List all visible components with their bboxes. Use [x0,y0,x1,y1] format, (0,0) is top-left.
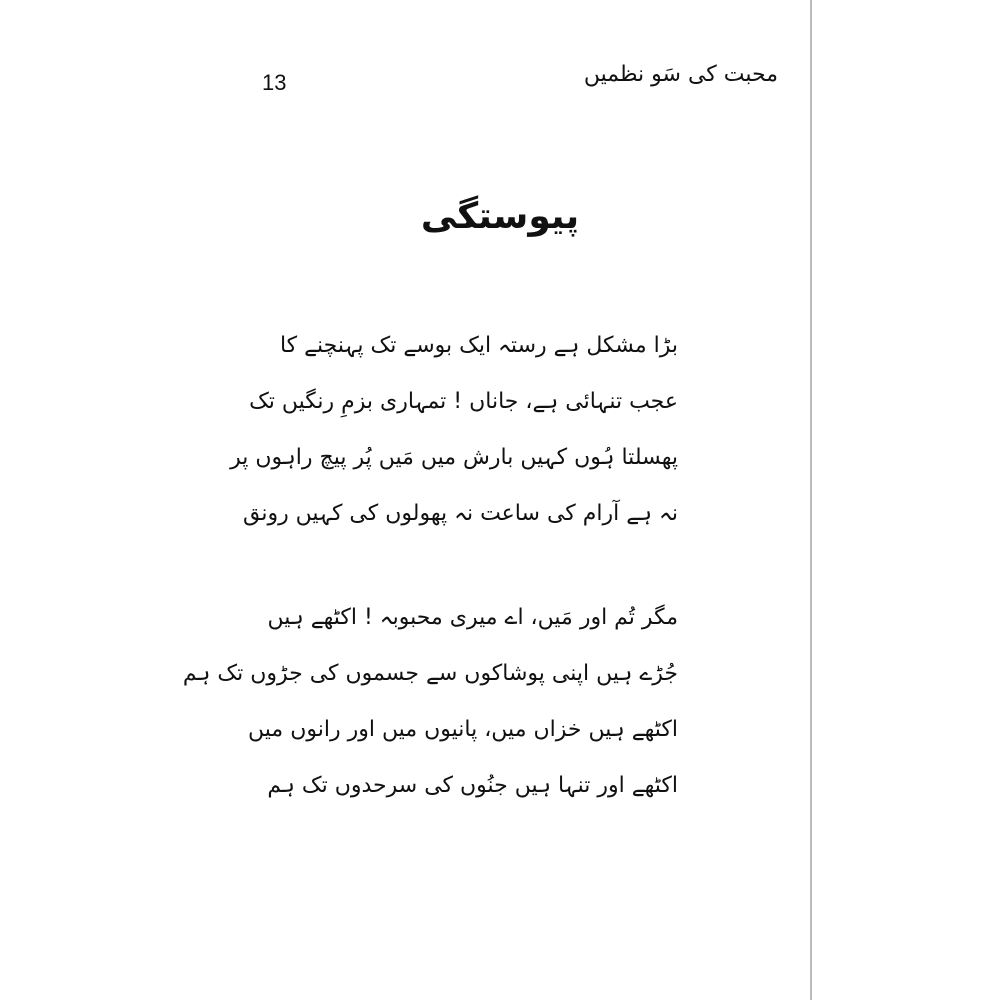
verse-line: پھسلتا ہُوں کہیں بارش میں مَیں پُر پیچ راہوں پر [230,445,678,470]
poem-title: پیوستگی [420,196,580,237]
verse-line: جُڑے ہیں اپنی پوشاکوں سے جسموں کی جڑوں تک ہم [182,661,678,686]
stanza-2 [182,590,678,814]
page-number: 13 [262,70,287,95]
running-header-book-title: محبت کی سَو نظمیں [583,62,778,87]
verse-line: اکٹھے اور تنہا ہیں جنُوں کی سرحدوں تک ہم [267,773,678,798]
verse-line: اکٹھے ہیں خزاں میں، پانیوں میں اور رانوں میں [248,717,678,742]
verse-line: عجب تنہائی ہے، جاناں ! تمہاری بزمِ رنگیں تک [249,389,678,414]
page-edge-divider [810,0,812,1000]
verse-line: مگر تُم اور مَیں، اے میری محبوبہ ! اکٹھے ہیں [267,605,678,630]
verse-line: نہ ہے آرام کی ساعت نہ پھولوں کی کہیں رونق [242,501,678,526]
verse-line: بڑا مشکل ہے رستہ ایک بوسے تک پہنچنے کا [279,333,678,358]
stanza-1 [230,318,678,542]
